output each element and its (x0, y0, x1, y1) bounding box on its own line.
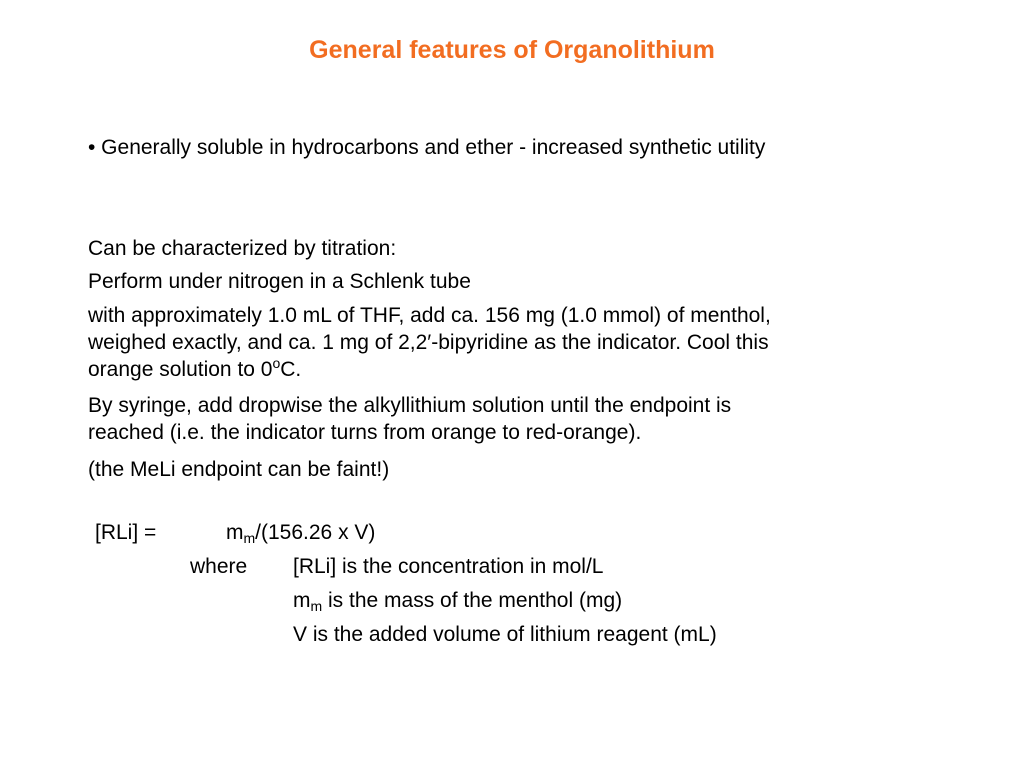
titration-intro: Can be characterized by titration: (88, 237, 397, 260)
degree-superscript: o (272, 355, 281, 371)
formula-denominator: /(156.26 x V) (255, 521, 376, 544)
formula-lhs: [RLi] = (95, 521, 157, 544)
definition-mass (293, 587, 622, 614)
celsius-text: C. (280, 358, 302, 381)
titration-step-syringe-line-2: reached (i.e. the indicator turns from orange to red-orange). (88, 421, 642, 444)
formula-mass-symbol: m (226, 521, 244, 544)
titration-step-menthol-line-2: weighed exactly, and ca. 1 mg of 2,2′-bipyridine as the indicator. Cool this (88, 331, 769, 354)
bullet-solubility: • Generally soluble in hydrocarbons and ether - increased synthetic utility (88, 136, 766, 159)
titration-step-syringe (88, 392, 731, 446)
formula-mass-subscript: m (243, 530, 256, 546)
definition-mass-symbol: m (293, 589, 311, 612)
titration-step-menthol-line-1: with approximately 1.0 mL of THF, add ca. 156 mg (1.0 mmol) of menthol, (88, 304, 771, 327)
definition-concentration: [RLi] is the concentration in mol/L (293, 555, 604, 578)
formula-rhs (226, 519, 375, 546)
titration-step-nitrogen: Perform under nitrogen in a Schlenk tube (88, 270, 471, 293)
titration-step-syringe-line-1: By syringe, add dropwise the alkyllithium solution until the endpoint is (88, 394, 732, 417)
definition-mass-subscript: m (310, 598, 323, 614)
titration-step-menthol-line-3 (88, 356, 771, 383)
slide-title: General features of Organolithium (309, 36, 715, 64)
meli-note: (the MeLi endpoint can be faint!) (88, 458, 390, 481)
cool-text: orange solution to 0 (88, 358, 273, 381)
where-label: where (190, 555, 248, 578)
definition-volume: V is the added volume of lithium reagent (mL) (293, 623, 717, 646)
definition-mass-text: is the mass of the menthol (mg) (322, 589, 623, 612)
titration-step-menthol (88, 302, 771, 383)
